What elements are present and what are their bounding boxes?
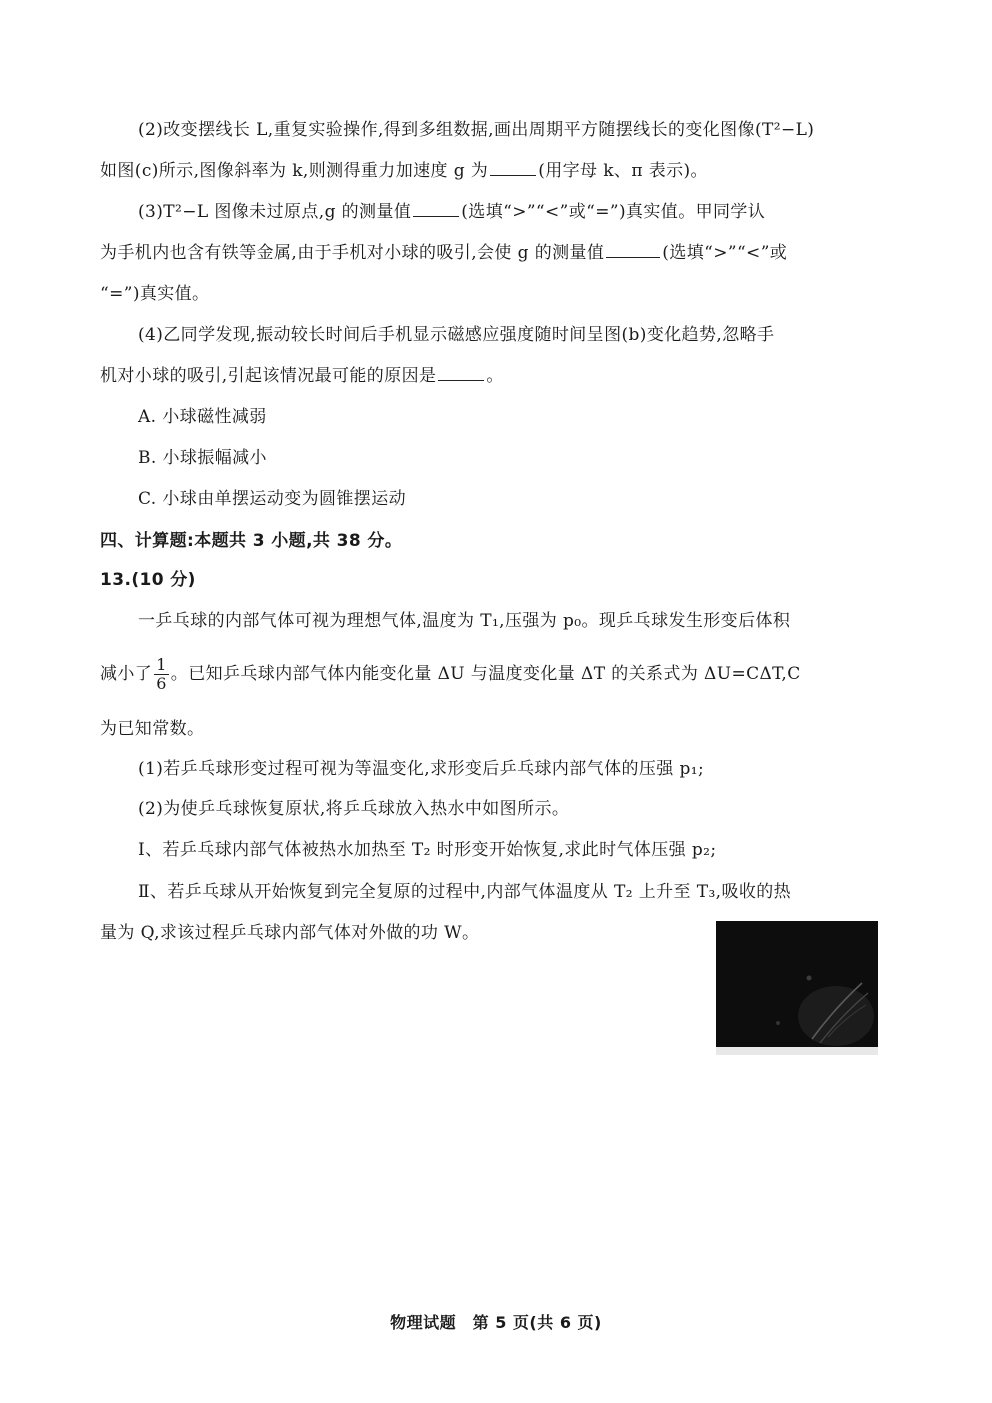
q12-part4-line1: (4)乙同学发现,振动较长时间后手机显示磁感应强度随时间呈图(b)变化趋势,忽略手 [138,325,775,345]
ping-pong-ball-photo [716,921,878,1055]
q13-sub2-ii-line1: Ⅱ、若乒乓球从开始恢复到完全复原的过程中,内部气体温度从 T₂ 上升至 T₃,吸收的热 [138,882,792,902]
q13-stem-line3: 为已知常数。 [100,719,205,739]
fraction: $\frac{1}{6}$ [156,655,167,693]
question-number: 13.(10 分) [100,570,196,590]
page-footer: 物理试题 第 5 页(共 6 页) [390,1313,602,1332]
answer-blank [413,200,459,217]
answer-blank [438,364,484,381]
option-c: C. 小球由单摆运动变为圆锥摆运动 [138,489,407,509]
q13-stem-line2: 减小了 $\frac{1}{6}$ 。已知乒乓球内部气体内能变化量 ΔU 与温度变化量 ΔT 的关系式为 ΔU=CΔT,C [100,655,801,693]
q13-sub1: (1)若乒乓球形变过程可视为等温变化,求形变后乒乓球内部气体的压强 p₁; [138,759,705,779]
q12-part3-line3: “=”)真实值。 [100,284,210,304]
q12-part2-line1: (2)改变摆线长 L,重复实验操作,得到多组数据,画出周期平方随摆线长的变化图像(T²−L) [138,120,815,140]
q12-part3-line1: (3)T²−L 图像未过原点,g 的测量值 (选填“>”“<”或“=”)真实值。甲同学认 [138,202,766,222]
q13-sub2-i: Ⅰ、若乒乓球内部气体被热水加热至 T₂ 时形变开始恢复,求此时气体压强 p₂; [138,840,717,860]
q13-sub2-ii-line2: 量为 Q,求该过程乒乓球内部气体对外做的功 W。 [100,923,480,943]
answer-blank [606,241,660,258]
section-heading: 四、计算题:本题共 3 小题,共 38 分。 [100,531,403,551]
answer-blank [490,159,536,176]
q12-part2-line2: 如图(c)所示,图像斜率为 k,则测得重力加速度 g 为 (用字母 k、π 表示)。 [100,161,708,181]
q13-sub2: (2)为使乒乓球恢复原状,将乒乓球放入热水中如图所示。 [138,799,570,819]
option-b: B. 小球振幅减小 [138,448,267,468]
q12-part3-line2: 为手机内也含有铁等金属,由于手机对小球的吸引,会使 g 的测量值 (选填“>”“<”或 [100,243,788,263]
photo-image [716,921,878,1055]
q13-stem-line1: 一乒乓球的内部气体可视为理想气体,温度为 T₁,压强为 p₀。现乒乓球发生形变后体积 [138,611,791,631]
q12-part4-line2: 机对小球的吸引,引起该情况最可能的原因是 。 [100,366,504,386]
option-a: A. 小球磁性减弱 [138,407,267,427]
